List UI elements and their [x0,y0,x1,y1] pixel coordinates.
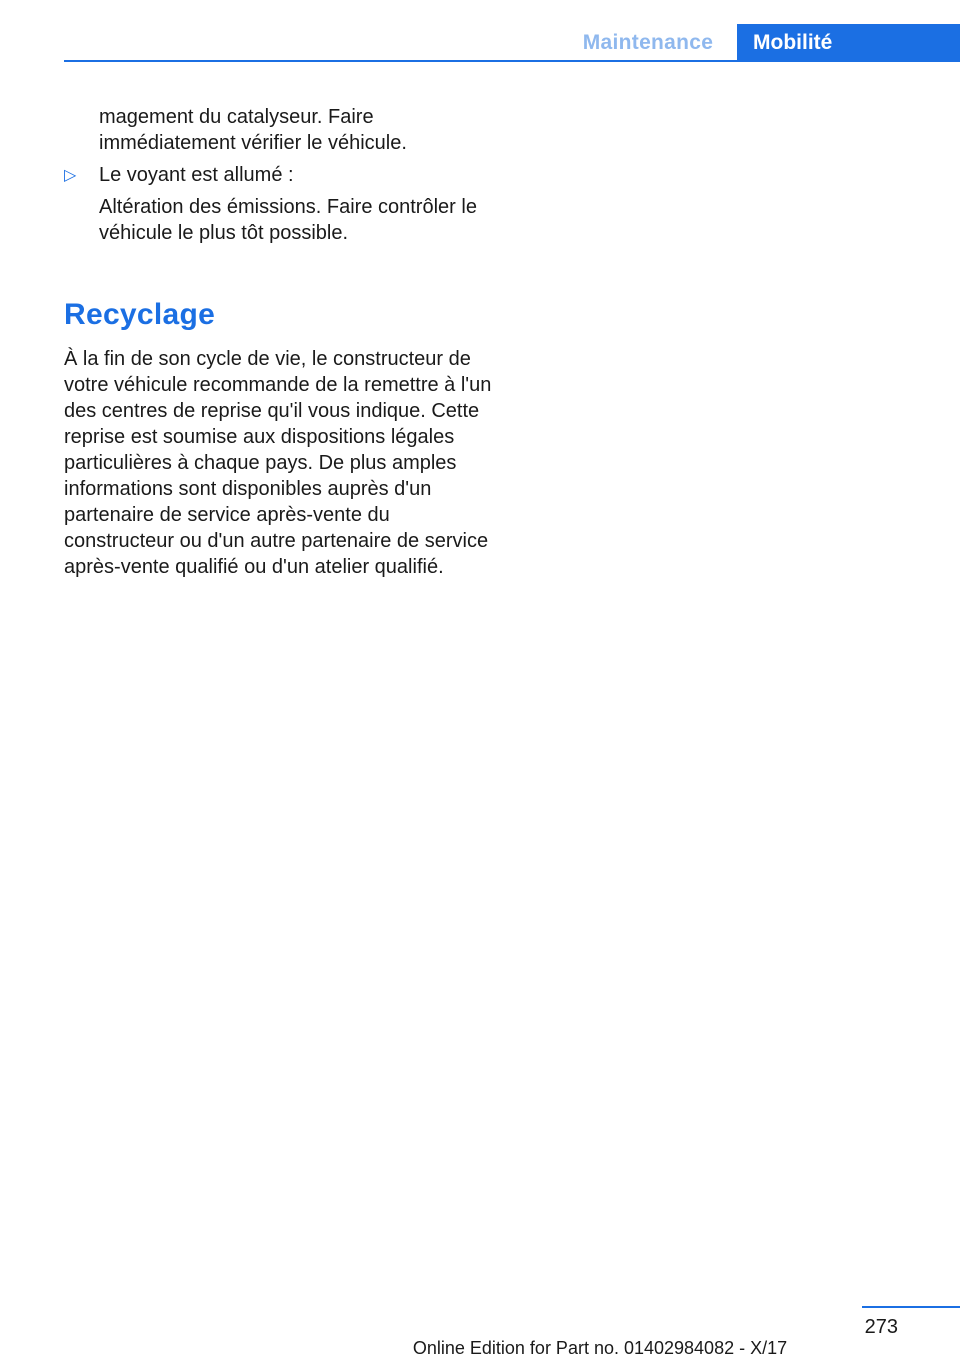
page-number: 273 [864,1316,898,1338]
recyclage-paragraph: À la fin de son cycle de vie, le constructeur de votre véhicule recommande de la remettre à l'un des centres de reprise qu'il vous indique. Cette reprise est soumise aux dispositions légales particulières à chaque pays. De plus amples informations sont disponibles auprès d'un partenaire de service après-vente du constructeur ou d'un autre partenaire de service après-vente qualifié ou d'un atelier qualifié. [64,348,492,578]
tab-maintenance[interactable]: Maintenance [582,31,714,54]
bullet-label: Le voyant est allumé : [99,164,294,186]
tab-mobilite[interactable]: Mobilité [737,24,960,62]
edition-note: Online Edition for Part no. 01402984082 - X/17 [412,1338,788,1358]
continued-paragraph: magement du catalyseur. Faire immédiatement vérifier le véhicule. [99,106,407,154]
footer-divider [862,1306,960,1308]
triangle-bullet-icon: ▷ [64,167,77,184]
section-heading-recyclage: Recyclage [64,298,216,331]
header-divider [64,60,960,62]
bullet-detail: Altération des émissions. Faire contrôler le véhicule le plus tôt possible. [99,196,477,244]
